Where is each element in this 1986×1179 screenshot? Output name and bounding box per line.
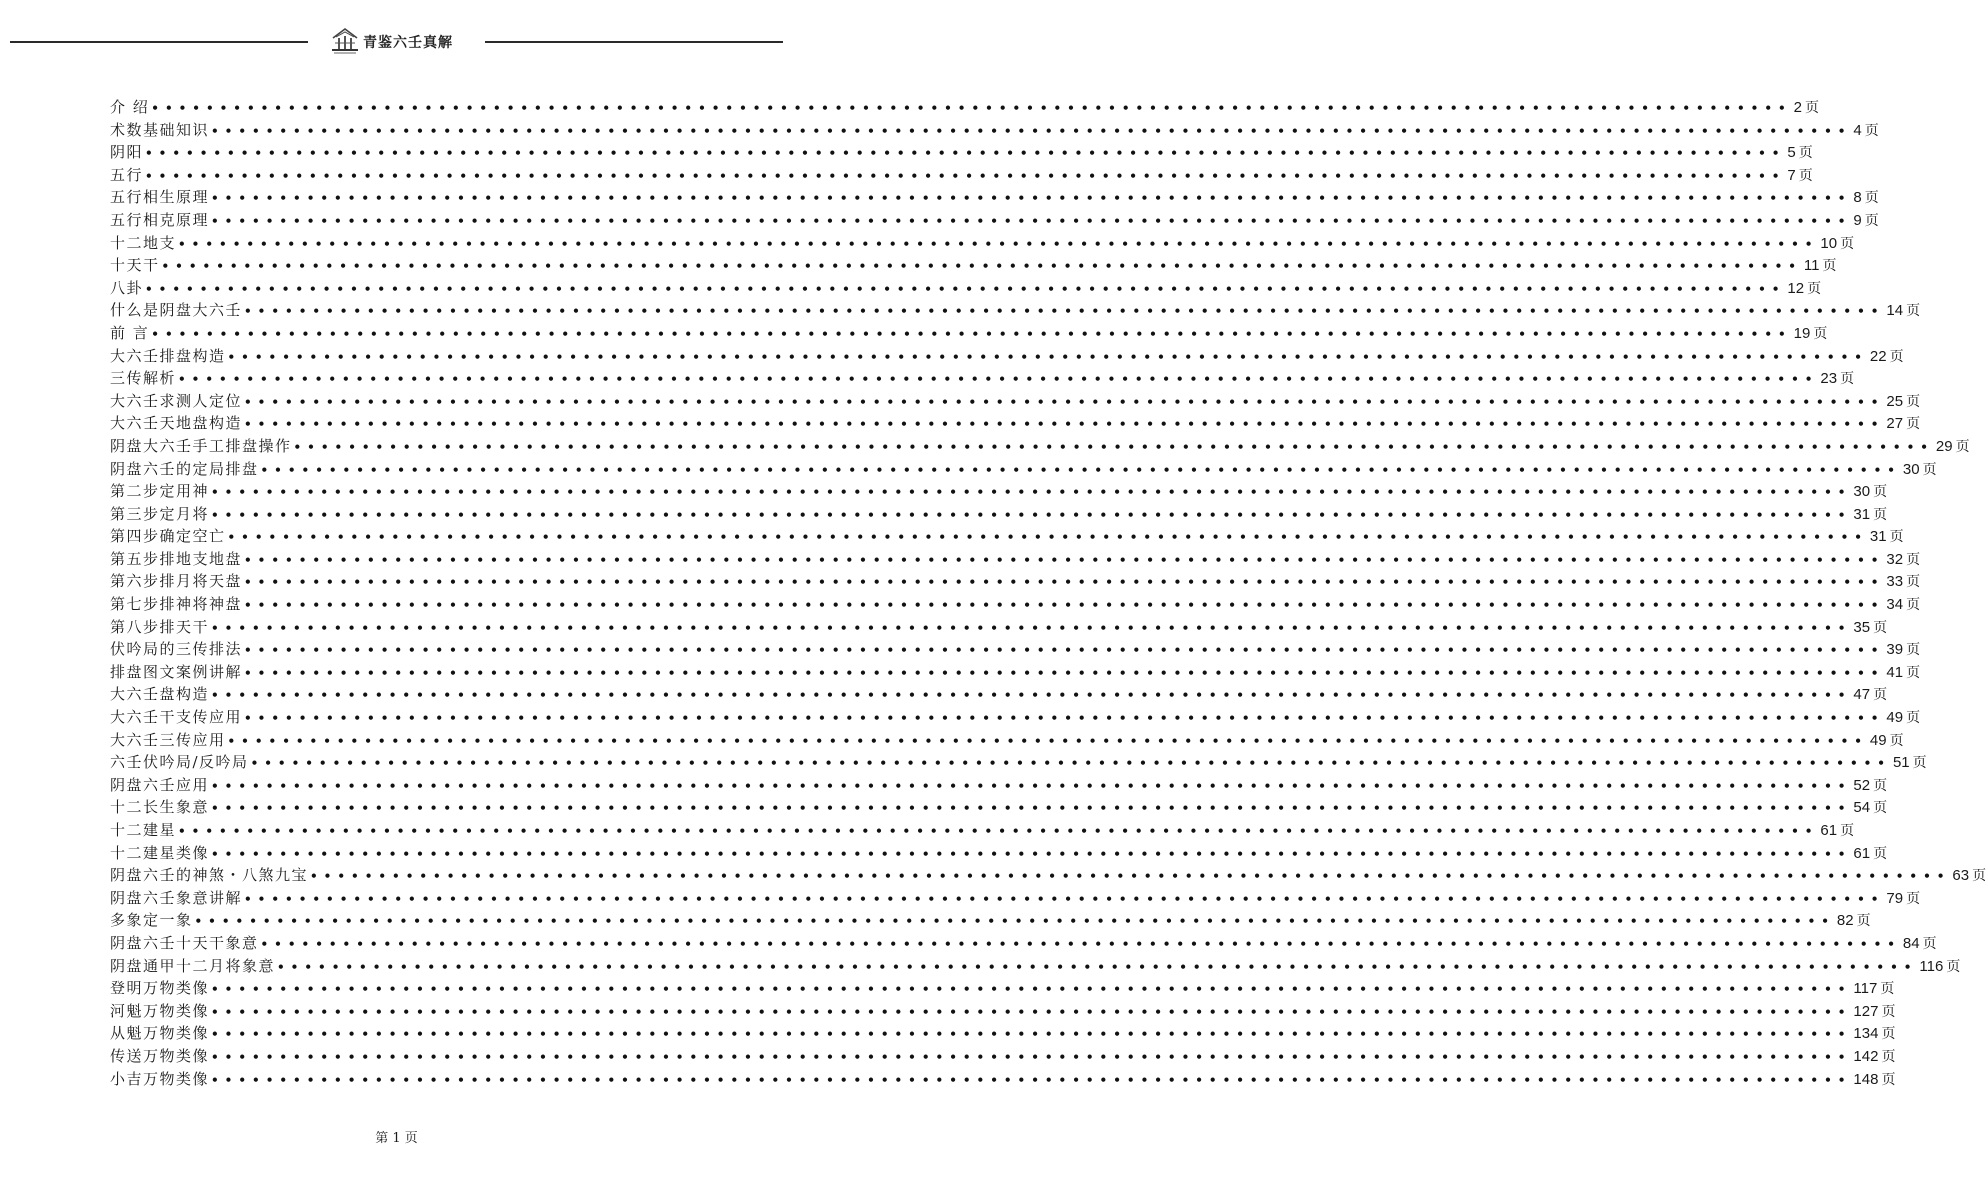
toc-entry-page: 12 <box>1787 279 1805 297</box>
dot-leader: •••••••••••••••••••••••••••••••••••••••••••••••••••••••••••••••••••••••••••••••••••••••••••••••••••••••••••••••••••••••• <box>211 801 1852 816</box>
toc-entry-page: 148 <box>1853 1070 1879 1088</box>
toc-entry-page: 22 <box>1869 347 1887 365</box>
page-unit-label: 页 <box>1889 348 1904 365</box>
toc-entry-title: 阴盘六壬应用 <box>110 775 210 794</box>
dot-leader: •••••••••••••••••••••••••••••••••••••••••••••••••••••••••••••••••••••••••••••••••••••••••••••••••••••••••••••••••••••••• <box>211 1027 1852 1042</box>
toc-entry-title: 介 绍 <box>110 98 150 116</box>
toc-entry-page: 31 <box>1853 505 1871 523</box>
toc-entry-page: 49 <box>1886 709 1904 727</box>
dot-leader: •••••••••••••••••••••••••••••••••••••••••••••••••••••••••••••••••••••••••••••••••••••••••••••••••••••••••••••••••••••••• <box>250 756 1891 771</box>
toc-entry[interactable] <box>110 480 1888 503</box>
dot-leader: •••••••••••••••••••••••••••••••••••••••••••••••••••••••••••••••••••••••••••••••••••••••••••••••••••••••••••••••••••••••• <box>145 168 1786 183</box>
header-rule-left <box>10 41 308 43</box>
toc-entry-title: 十二建星类像 <box>110 843 210 862</box>
toc-entry-page: 7 <box>1787 166 1796 184</box>
toc-entry-title: 十二建星 <box>110 821 177 839</box>
page-unit-label: 页 <box>1873 800 1888 817</box>
page-unit-label: 页 <box>1906 551 1921 568</box>
toc-entry-title: 传送万物类像 <box>110 1046 210 1065</box>
toc-entry-title: 大六壬排盘构造 <box>110 346 226 365</box>
toc-entry-title: 六壬伏吟局/反吟局 <box>110 753 249 772</box>
dot-leader: •••••••••••••••••••••••••••••••••••••••••••••••••••••••••••••••••••••••••••••••••••••••••••••••••••••••••••••••••••••••• <box>244 575 1885 590</box>
toc-entry-page: 34 <box>1886 596 1904 614</box>
dot-leader: •••••••••••••••••••••••••••••••••••••••••••••••••••••••••••••••••••••••••••••••••••••••••••••••••••••••••••••••••••••••• <box>244 711 1885 726</box>
toc-entry[interactable] <box>110 570 1921 593</box>
dot-leader: •••••••••••••••••••••••••••••••••••••••••••••••••••••••••••••••••••••••••••••••••••••••••••••••••••••••••••••••••••••••• <box>178 236 1819 251</box>
page-unit-label: 页 <box>1864 190 1879 207</box>
dot-leader: •••••••••••••••••••••••••••••••••••••••••••••••••••••••••••••••••••••••••••••••••••••••••••••••••••••••••••••••••••••••• <box>211 1072 1852 1087</box>
toc-entry-page: 14 <box>1886 302 1904 320</box>
toc-entry-page: 30 <box>1853 483 1871 501</box>
toc-entry[interactable] <box>110 164 1813 187</box>
toc-entry-title: 第四步确定空亡 <box>110 527 226 546</box>
dot-leader: •••••••••••••••••••••••••••••••••••••••••••••••••••••••••••••••••••••••••••••••••••••••••••••••••••••••••••••••••••••••• <box>211 213 1852 228</box>
page-unit-label: 页 <box>1906 664 1921 681</box>
dot-leader: •••••••••••••••••••••••••••••••••••••••••••••••••••••••••••••••••••••••••••••••••••••••••••••••••••••••••••••••••••••••• <box>178 824 1819 838</box>
toc-entry[interactable] <box>110 955 1961 978</box>
toc-entry[interactable] <box>110 322 1828 345</box>
toc-entry[interactable] <box>110 751 1927 774</box>
toc-entry-page: 117 <box>1853 980 1878 998</box>
page-unit-label: 页 <box>1906 393 1921 410</box>
page-unit-label: 页 <box>1906 416 1921 433</box>
toc-entry-title: 阴盘六壬十天干象意 <box>110 933 259 952</box>
toc-entry-page: 33 <box>1886 573 1904 591</box>
toc-entry-page: 84 <box>1902 934 1920 952</box>
toc-entry[interactable] <box>110 661 1921 684</box>
toc-entry-title: 阴盘大六壬手工排盘操作 <box>110 436 292 455</box>
toc-entry[interactable] <box>110 977 1895 1000</box>
toc-entry-page: 31 <box>1869 528 1887 546</box>
page-unit-label: 页 <box>1912 755 1927 772</box>
toc-entry[interactable] <box>110 909 1871 932</box>
toc-entry[interactable] <box>110 186 1879 209</box>
page-unit-label: 页 <box>1805 100 1820 116</box>
dot-leader: •••••••••••••••••••••••••••••••••••••••••••••••••••••••••••••••••••••••••••••••••••••••••••••••••••••••••••••••••••••••• <box>211 1004 1852 1019</box>
toc-entry[interactable] <box>110 1068 1896 1091</box>
toc-entry[interactable] <box>110 209 1879 232</box>
dot-leader: •••••••••••••••••••••••••••••••••••••••••••••••••••••••••••••••••••••••••••••••••••••••••••••••••••••••••••••••••••••••• <box>293 439 1934 454</box>
dot-leader: •••••••••••••••••••••••••••••••••••••••••••••••••••••••••••••••••••••••••••••••••••••••••••••••••••••••••••••••••••••••• <box>211 620 1852 635</box>
toc-entry-title: 十二长生象意 <box>110 798 210 817</box>
dot-leader: •••••••••••••••••••••••••••••••••••••••••••••••••••••••••••••••••••••••••••••••••••••••••••••••••••••••••••••••••••••••• <box>244 643 1885 658</box>
page-unit-label: 页 <box>1946 958 1961 975</box>
page-unit-label: 页 <box>1840 371 1855 388</box>
page-unit-label: 页 <box>1822 258 1837 275</box>
toc-entry[interactable] <box>110 932 1937 955</box>
toc-entry[interactable] <box>110 548 1921 571</box>
toc-entry-title: 河魁万物类像 <box>110 1001 210 1020</box>
toc-entry[interactable] <box>110 299 1921 322</box>
page-unit-label: 页 <box>1972 868 1986 885</box>
dot-leader: •••••••••••••••••••••••••••••••••••••••••••••••••••••••••••••••••••••••••••••••••••••••••••••••••••••••••••••••••••••••• <box>244 304 1885 319</box>
toc-entry[interactable] <box>110 254 1837 277</box>
dot-leader: •••••••••••••••••••••••••••••••••••••••••••••••••••••••••••••••••••••••••••••••••••••••••••••••••••••••••••••••••••••••• <box>244 891 1885 906</box>
toc-entry[interactable] <box>110 503 1888 526</box>
toc-entry-title: 五行相克原理 <box>110 210 210 229</box>
page-unit-label: 页 <box>1881 1048 1896 1065</box>
toc-entry-page: 35 <box>1853 618 1871 636</box>
page-unit-label: 页 <box>1906 642 1921 659</box>
toc-entry[interactable] <box>110 458 1937 481</box>
toc-entry-title: 什么是阴盘大六壬 <box>110 301 243 320</box>
toc-entry-page: 127 <box>1853 1002 1879 1020</box>
page-unit-label: 页 <box>1906 303 1921 320</box>
header-rule-right <box>485 41 783 43</box>
toc-entry-title: 多象定一象 <box>110 911 193 930</box>
page-unit-label: 页 <box>1906 597 1921 614</box>
page-unit-label: 页 <box>1813 325 1828 342</box>
dot-leader: •••••••••••••••••••••••••••••••••••••••••••••••••••••••••••••••••••••••••••••••••••••••••••••••••••••••••••••••••••••••• <box>211 688 1852 703</box>
dot-leader: •••••••••••••••••••••••••••••••••••••••••••••••••••••••••••••••••••••••••••••••••••••••••••••••••••••••••••••••••••••••• <box>244 552 1885 567</box>
toc-entry[interactable] <box>110 1022 1896 1045</box>
toc-entry[interactable] <box>110 232 1855 255</box>
dot-leader: •••••••••••••••••••••••••••••••••••••••••••••••••••••••••••••••••••••••••••••••••••••••••••••••••••••••••••••••••••••••• <box>277 959 1918 974</box>
page-unit-label: 页 <box>1873 506 1888 523</box>
toc-entry[interactable] <box>110 390 1921 413</box>
dot-leader: •••••••••••••••••••••••••••••••••••••••••••••••••••••••••••••••••••••••••••••••••••••••••••••••••••••••••••••••••••••••• <box>145 146 1786 161</box>
toc-entry[interactable] <box>110 593 1921 616</box>
toc-entry-page: 4 <box>1853 121 1862 139</box>
toc-entry-title: 大六壬求测人定位 <box>110 391 243 410</box>
page-unit-label: 页 <box>1864 212 1879 229</box>
dot-leader: •••••••••••••••••••••••••••••••••••••••••••••••••••••••••••••••••••••••••••••••••••••••••••••••••••••••••••••••••••••••• <box>211 485 1852 500</box>
page-unit-label: 页 <box>1856 913 1871 930</box>
toc-entry[interactable] <box>110 638 1921 661</box>
toc-entry[interactable] <box>110 367 1855 390</box>
toc-entry-title: 伏吟局的三传排法 <box>110 640 243 659</box>
toc-entry-title: 阴盘六壬象意讲解 <box>110 888 243 907</box>
dot-leader: •••••••••••••••••••••••••••••••••••••••••••••••••••••••••••••••••••••••••••••••••••••••••••••••••••••••••••••••••••••••• <box>211 507 1852 522</box>
toc-entry-title: 前 言 <box>110 323 150 342</box>
toc-entry-title: 第五步排地支地盘 <box>110 549 243 568</box>
toc-entry-page: 47 <box>1853 686 1871 704</box>
page-unit-label: 页 <box>1889 732 1904 749</box>
toc-entry-page: 52 <box>1853 776 1871 794</box>
page-unit-label: 页 <box>1873 687 1888 704</box>
toc-entry-page: 11 <box>1803 257 1820 275</box>
page-unit-label: 页 <box>1873 484 1888 501</box>
toc-entry-page: 27 <box>1886 415 1904 433</box>
toc-entry[interactable] <box>110 616 1888 639</box>
page-unit-label: 页 <box>1880 981 1895 998</box>
toc-entry[interactable] <box>110 842 1888 865</box>
toc-entry-page: 32 <box>1886 550 1904 568</box>
dot-leader: •••••••••••••••••••••••••••••••••••••••••••••••••••••••••••••••••••••••••••••••••••••••••••••••••••••••••••••••••••••••• <box>211 123 1852 138</box>
toc-entry[interactable] <box>110 774 1888 797</box>
toc-entry[interactable] <box>110 141 1813 164</box>
toc-entry-title: 排盘图文案例讲解 <box>110 662 243 681</box>
toc-entry-title: 第八步排天干 <box>110 617 210 636</box>
toc-entry-title: 术数基础知识 <box>110 120 210 139</box>
dot-leader: •••••••••••••••••••••••••••••••••••••••••••••••••••••••••••••••••••••••••••••••••••••••••••••••••••••••••••••••••••••••• <box>227 733 1868 748</box>
toc-entry-page: 23 <box>1820 370 1838 388</box>
toc-entry-page: 19 <box>1793 324 1811 342</box>
page-unit-label: 页 <box>1906 710 1921 727</box>
dot-leader: •••••••••••••••••••••••••••••••••••••••••••••••••••••••••••••••••••••••••••••••••••••••••••••••••••••••••••••••••••••••• <box>244 598 1885 613</box>
page-unit-label: 页 <box>1881 1026 1896 1043</box>
toc-entry-title: 大六壬盘构造 <box>110 685 210 704</box>
toc-entry-title: 五行相生原理 <box>110 188 210 207</box>
toc-entry-page: 49 <box>1869 731 1887 749</box>
toc-entry[interactable] <box>110 119 1879 142</box>
dot-leader: •••••••••••••••••••••••••••••••••••••••••••••••••••••••••••••••••••••••••••••••••••••••••••••••••••••••••••••••••••••••• <box>211 1049 1852 1064</box>
toc-entry-title: 登明万物类像 <box>110 979 210 998</box>
dot-leader: •••••••••••••••••••••••••••••••••••••••••••••••••••••••••••••••••••••••••••••••••••••••••••••••••••••••••••••••••••••••• <box>211 191 1852 206</box>
table-of-contents <box>110 96 1986 1090</box>
toc-entry[interactable] <box>110 729 1904 752</box>
toc-entry-title: 第六步排月将天盘 <box>110 572 243 591</box>
toc-entry[interactable] <box>110 819 1855 842</box>
dot-leader: •••••••••••••••••••••••••••••••••••••••••••••••••••••••••••••••••••••••••••••••••••••••••••••••••••••••••••••••••••••••• <box>145 281 1786 296</box>
toc-entry-title: 大六壬三传应用 <box>110 730 226 749</box>
toc-entry-page: 142 <box>1853 1047 1879 1065</box>
toc-entry-page: 63 <box>1952 867 1970 885</box>
page-unit-label: 页 <box>1864 122 1879 139</box>
toc-entry-page: 2 <box>1793 99 1803 116</box>
toc-entry[interactable] <box>110 277 1822 300</box>
dot-leader: •••••••••••••••••••••••••••••••••••••••••••••••••••••••••••••••••••••••••••••••••••••••••••••••••••••••••••••••••••••••• <box>244 665 1885 680</box>
page-unit-label: 页 <box>1798 167 1813 184</box>
toc-entry-title: 阴盘六壬的神煞・八煞九宝 <box>110 866 309 885</box>
page-unit-label: 页 <box>1873 845 1888 862</box>
toc-entry-title: 三传解析 <box>110 369 177 388</box>
toc-entry-title: 第三步定月将 <box>110 504 210 523</box>
page-unit-label: 页 <box>1840 823 1855 839</box>
toc-entry-title: 大六壬干支传应用 <box>110 708 243 727</box>
toc-entry-page: 134 <box>1853 1025 1879 1043</box>
page-unit-label: 页 <box>1840 235 1855 252</box>
toc-entry[interactable] <box>110 887 1921 910</box>
toc-entry-title: 阴阳 <box>110 143 144 162</box>
page-unit-label: 页 <box>1955 438 1970 455</box>
dot-leader: •••••••••••••••••••••••••••••••••••••••••••••••••••••••••••••••••••••••••••••••••••••••••••••••••••••••••••••••••••••••• <box>151 101 1792 115</box>
toc-entry[interactable] <box>110 683 1888 706</box>
page-unit-label: 页 <box>1798 145 1813 162</box>
toc-entry[interactable] <box>110 1000 1896 1023</box>
dot-leader: •••••••••••••••••••••••••••••••••••••••••••••••••••••••••••••••••••••••••••••••••••••••••••••••••••••••••••••••••••••••• <box>161 259 1802 274</box>
page-unit-label: 页 <box>1881 1003 1896 1020</box>
dot-leader: •••••••••••••••••••••••••••••••••••••••••••••••••••••••••••••••••••••••••••••••••••••••••••••••••••••••••••••••••••••••• <box>244 394 1885 409</box>
dot-leader: •••••••••••••••••••••••••••••••••••••••••••••••••••••••••••••••••••••••••••••••••••••••••••••••••••••••••••••••••••••••• <box>227 349 1868 364</box>
page-unit-label: 页 <box>1906 574 1921 591</box>
toc-entry[interactable] <box>110 796 1888 819</box>
toc-entry-page: 8 <box>1853 189 1862 207</box>
running-header <box>10 26 783 60</box>
page-unit-label: 页 <box>1873 777 1888 794</box>
toc-entry-title: 五行 <box>110 165 144 184</box>
toc-entry-title: 第七步排神将神盘 <box>110 595 243 614</box>
page-unit-label: 页 <box>1807 280 1822 297</box>
toc-entry[interactable] <box>110 412 1921 435</box>
toc-entry-page: 54 <box>1853 799 1871 817</box>
toc-entry-title: 从魁万物类像 <box>110 1024 210 1043</box>
toc-entry-page: 25 <box>1886 392 1904 410</box>
dot-leader: •••••••••••••••••••••••••••••••••••••••••••••••••••••••••••••••••••••••••••••••••••••••••••••••••••••••••••••••••••••••• <box>211 846 1852 861</box>
toc-entry-title: 小吉万物类像 <box>110 1069 210 1088</box>
toc-entry[interactable] <box>110 525 1904 548</box>
toc-entry[interactable] <box>110 345 1904 368</box>
dot-leader: •••••••••••••••••••••••••••••••••••••••••••••••••••••••••••••••••••••••••••••••••••••••••••••••••••••••••••••••••••••••• <box>178 372 1819 387</box>
book-title: 青鉴六壬真解 <box>363 35 453 51</box>
page-unit-label: 页 <box>1922 461 1937 478</box>
dot-leader: •••••••••••••••••••••••••••••••••••••••••••••••••••••••••••••••••••••••••••••••••••••••••••••••••••••••••••••••••••••••• <box>310 869 1951 884</box>
toc-entry-page: 9 <box>1853 211 1862 229</box>
toc-entry-title: 大六壬天地盘构造 <box>110 414 243 433</box>
dot-leader: •••••••••••••••••••••••••••••••••••••••••••••••••••••••••••••••••••••••••••••••••••••••••••••••••••••••••••••••••••••••• <box>260 462 1901 477</box>
toc-entry-page: 41 <box>1886 663 1904 681</box>
toc-entry-page: 82 <box>1836 912 1854 930</box>
toc-entry-title: 阴盘通甲十二月将象意 <box>110 956 276 975</box>
toc-entry[interactable] <box>110 864 1986 887</box>
dot-leader: •••••••••••••••••••••••••••••••••••••••••••••••••••••••••••••••••••••••••••••••••••••••••••••••••••••••••••••••••••••••• <box>244 417 1885 432</box>
toc-entry-title: 八卦 <box>110 278 144 297</box>
toc-entry-page: 116 <box>1919 957 1944 975</box>
dot-leader: •••••••••••••••••••••••••••••••••••••••••••••••••••••••••••••••••••••••••••••••••••••••••••••••••••••••••••••••••••••••• <box>227 530 1868 545</box>
toc-entry-title: 十天干 <box>110 256 160 275</box>
toc-entry-title: 第二步定用神 <box>110 482 210 501</box>
toc-entry-page: 61 <box>1820 822 1838 839</box>
toc-entry-page: 39 <box>1886 641 1904 659</box>
dot-leader: •••••••••••••••••••••••••••••••••••••••••••••••••••••••••••••••••••••••••••••••••••••••••••••••••••••••••••••••••••••••• <box>211 982 1852 997</box>
dot-leader: •••••••••••••••••••••••••••••••••••••••••••••••••••••••••••••••••••••••••••••••••••••••••••••••••••••••••••••••••••••••• <box>211 778 1852 793</box>
dot-leader: •••••••••••••••••••••••••••••••••••••••••••••••••••••••••••••••••••••••••••••••••••••••••••••••••••••••••••••••••••••••• <box>260 936 1901 951</box>
toc-entry-page: 79 <box>1886 889 1904 907</box>
toc-entry-page: 30 <box>1902 460 1920 478</box>
dot-leader: •••••••••••••••••••••••••••••••••••••••••••••••••••••••••••••••••••••••••••••••••••••••••••••••••••••••••••••••••••••••• <box>194 914 1835 929</box>
page-unit-label: 页 <box>1922 935 1937 952</box>
page-unit-label: 页 <box>1873 619 1888 636</box>
toc-entry-page: 10 <box>1820 234 1838 252</box>
page-unit-label: 页 <box>1889 529 1904 546</box>
page-number: 第 1 页 <box>375 1131 418 1146</box>
toc-entry-title: 十二地支 <box>110 233 177 252</box>
page-unit-label: 页 <box>1881 1071 1896 1088</box>
toc-entry-page: 29 <box>1935 437 1953 455</box>
toc-entry[interactable] <box>110 1045 1896 1068</box>
toc-entry-page: 51 <box>1892 754 1910 772</box>
page-unit-label: 页 <box>1906 890 1921 907</box>
toc-entry[interactable] <box>110 96 1820 119</box>
toc-entry[interactable] <box>110 706 1921 729</box>
toc-entry-page: 5 <box>1787 144 1796 162</box>
pavilion-logo-icon <box>330 26 360 56</box>
dot-leader: •••••••••••••••••••••••••••••••••••••••••••••••••••••••••••••••••••••••••••••••••••••••••••••••••••••••••••••••••••••••• <box>151 326 1792 341</box>
toc-entry[interactable] <box>110 435 1970 458</box>
toc-entry-title: 阴盘六壬的定局排盘 <box>110 459 259 478</box>
toc-entry-page: 61 <box>1853 844 1871 862</box>
